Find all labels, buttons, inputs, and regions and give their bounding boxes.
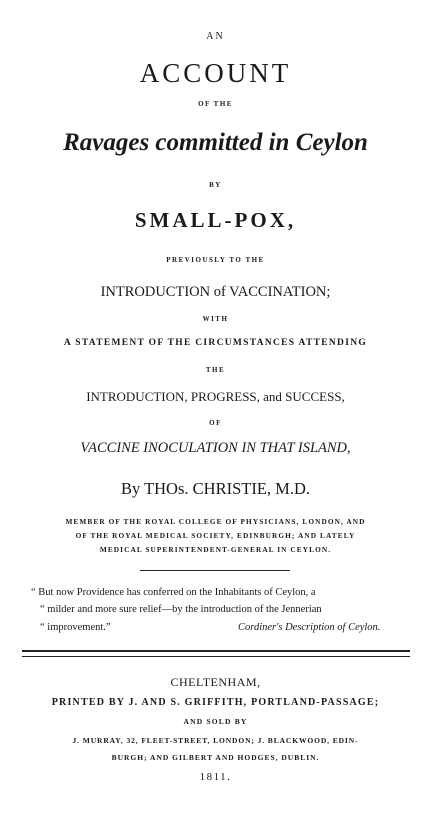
title-the: THE (205, 366, 226, 374)
title-with: WITH (202, 315, 229, 323)
title-progress: INTRODUCTION, PROGRESS, and SUCCESS, (86, 389, 345, 404)
imprint-printer: PRINTED BY J. AND S. GRIFFITH, PORTLAND-PASSAGE; (51, 697, 380, 708)
title-introduction-vaccination: INTRODUCTION of VACCINATION; (100, 284, 331, 300)
imprint-year: 1811. (199, 771, 232, 783)
imprint-place: CHELTENHAM, (170, 675, 261, 689)
imprint-booksellers-1: J. MURRAY, 32, FLEET-STREET, LONDON; J. BLACKWOOD, EDIN- (72, 736, 359, 745)
epigraph-source: Cordiner's Description of Ceylon. (238, 622, 381, 633)
imprint-rule-bottom (22, 656, 410, 657)
epigraph-line-3: “ improvement.” (40, 622, 111, 633)
epigraph-line-2: “ milder and more sure relief—by the introduction of the Jennerian (40, 604, 322, 615)
epigraph-line-1: “ But now Providence has conferred on the Inhabitants of Ceylon, a (31, 587, 316, 598)
title-vaccine-inoculation: VACCINE INOCULATION IN THAT ISLAND, (80, 440, 351, 456)
imprint-booksellers-2: BURGH; AND GILBERT AND HODGES, DUBLIN. (111, 753, 320, 762)
author-credentials-2: OF THE ROYAL MEDICAL SOCIETY, EDINBURGH; AND LATELY (75, 531, 356, 540)
title-of: OF (209, 419, 222, 427)
title-an: AN (206, 31, 225, 42)
title-statement: A STATEMENT OF THE CIRCUMSTANCES ATTENDING (63, 338, 368, 348)
title-smallpox: SMALL-POX, (134, 208, 297, 232)
author-credentials-1: MEMBER OF THE ROYAL COLLEGE OF PHYSICIANS, LONDON, AND (65, 517, 366, 526)
imprint-rule-top (22, 650, 410, 652)
title-by: BY (209, 181, 222, 189)
title-author: By THOs. CHRISTIE, M.D. (120, 479, 310, 498)
imprint-sold-by: AND SOLD BY (183, 717, 248, 726)
title-previously: PREVIOUSLY TO THE (166, 256, 265, 264)
epigraph-top-rule (140, 570, 290, 571)
title-of-the: OF THE (198, 100, 233, 108)
title-ravages: Ravages committed in Ceylon (63, 129, 368, 156)
title-account: ACCOUNT (139, 58, 292, 88)
author-credentials-3: MEDICAL SUPERINTENDENT-GENERAL IN CEYLON. (99, 545, 332, 554)
